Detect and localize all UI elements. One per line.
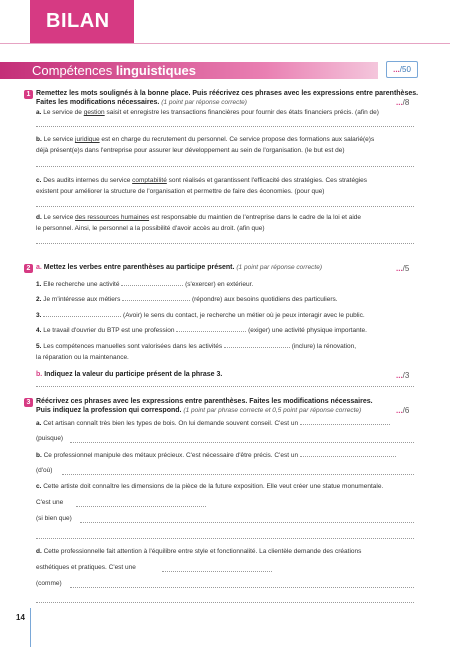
exercise-1-instruction-line2 (36, 99, 247, 106)
exercise-2-points-b-dots: ... (396, 371, 403, 380)
section-score-total: /50 (399, 65, 411, 74)
exercise-3-item-a-paren: (puisque) (36, 435, 64, 442)
exercise-3-points-dots: ... (396, 406, 403, 415)
exercise-2-label-a: a. (36, 264, 42, 271)
exercise-3-item-c: c. Cette artiste doit connaître les dimensions de la pièce de la future exposition. Elle veut créer une statue monumentale. (36, 483, 384, 490)
answer-line (36, 602, 414, 603)
blank-field[interactable] (300, 418, 390, 425)
exercise-3-item-b-paren: (d'où) (36, 467, 53, 474)
exercise-2-points-a-total: /5 (402, 264, 410, 273)
exercise-2-item-3: 3. (Avoir) le sens du contact, je recherche un métier où je peux interagir avec le public. (36, 312, 365, 319)
blank-field[interactable] (176, 325, 246, 332)
exercise-1-item-a: a. Le service de gestion saisit et enregistre les transactions financières pour fournir des états financiers précis. (afin de) (36, 109, 379, 116)
exercise-1-item-c: c. Des audits internes du service comptabilité sont réalisés et garantissent l'efficacité des stratégies. Ces stratégies existent pour améliorer la structure de l'organisation et permettre de faire des économies. (pour que) (36, 177, 368, 195)
blank-field[interactable] (224, 341, 290, 348)
exercise-1-instruction-line1: Remettez les mots soulignés à la bonne place. Puis réécrivez ces phrases avec les expressions entre parenthèses. (36, 90, 419, 97)
page-number: 14 (16, 613, 25, 622)
answer-line (36, 538, 414, 539)
section-title-bold: linguistiques (115, 63, 196, 78)
answer-line (36, 386, 414, 387)
exercise-1-points (396, 98, 409, 107)
exercise-2-label-b: b. (36, 371, 43, 378)
exercise-3-points-total: /6 (402, 406, 410, 415)
exercise-1-instruction-text: Faites les modifications nécessaires. (36, 99, 160, 106)
exercise-3-item-c-paren: (si bien que) (36, 515, 72, 522)
exercise-3-instruction-text: Puis indiquez la profession qui correspond. (36, 407, 182, 414)
exercise-3-item-a: a. Cet artisan connaît très bien les types de bois. On lui demande souvent conseil. C'est un (36, 418, 428, 430)
exercise-3-points (396, 406, 409, 415)
exercise-2-instruction-a (36, 264, 322, 271)
exercise-3-item-d-paren: (comme) (36, 580, 62, 587)
exercise-1-points-total: /8 (402, 98, 410, 107)
exercise-3-instruction-line1: Réécrivez ces phrases avec les expressions entre parenthèses. Faites les modifications nécessaires. (36, 398, 373, 405)
exercise-2-number: 2 (24, 264, 33, 273)
exercise-3-item-d-line2: esthétiques et pratiques. C'est une (36, 564, 136, 571)
section-score-box (386, 61, 418, 78)
footer-rule (30, 608, 31, 647)
exercise-3-item-d: d. Cette professionnelle fait attention à l'équilibre entre style et fonctionnalité. La clientèle demande des créations (36, 548, 362, 555)
section-title-pre: Compétences (32, 63, 116, 78)
exercise-2-item-2: 2. Je m'intéresse aux métiers (répondre) aux besoins quotidiens des particuliers. (36, 296, 338, 303)
exercise-3-number: 3 (24, 398, 33, 407)
exercise-2-note-a: (1 point par réponse correcte) (236, 264, 323, 271)
exercise-2-item-5: 5. Les compétences manuelles sont valorisées dans les activités (inclure) la rénovation, la réparation ou la maintenance. (36, 343, 357, 361)
exercise-1-note: (1 point par réponse correcte) (161, 99, 247, 106)
underlined-word: gestion (83, 109, 105, 116)
exercise-1-points-dots: ... (396, 98, 403, 107)
answer-line (36, 126, 414, 127)
blank-field[interactable] (43, 310, 121, 317)
exercise-2-instruction-b (36, 371, 222, 378)
exercise-2-points-a (396, 264, 409, 273)
exercise-3-item-b: b. Ce professionnel manipule des métaux précieux. C'est nécessaire d'être précis. C'est un (36, 450, 428, 462)
blank-field[interactable] (121, 279, 183, 286)
answer-line (36, 166, 414, 167)
exercise-2-item-4: 4. Le travail d'ouvrier du BTP est une profession (exiger) une activité physique importante. (36, 327, 367, 334)
answer-line (80, 522, 414, 523)
section-score-dots: ... (393, 65, 400, 74)
exercise-1-item-b: b. Le service juridique est en charge du recrutement du personnel. Ce service propose des formations aux salarié(e)s déjà présent(e)s dans l'entreprise pour assurer leur développement au sein de l'organisation. (le but est de) (36, 136, 375, 154)
answer-line (70, 442, 414, 443)
underlined-word: juridique (75, 136, 100, 143)
exercise-2-instruction-a-text: Mettez les verbes entre parenthèses au participe présent. (43, 264, 235, 271)
exercise-2-points-b-total: /3 (402, 371, 410, 380)
page-title: BILAN (46, 10, 110, 32)
exercise-1-item-d: d. Le service des ressources humaines est responsable du maintien de l'entreprise dans le cadre de la loi et aide le personnel. Ainsi, le personnel a la possibilité d'avoir accès au droit. (afin que) (36, 214, 362, 232)
exercise-1-number: 1 (24, 90, 33, 99)
exercise-2-item-1: 1. Elle recherche une activité (s'exercer) en extérieur. (36, 281, 254, 288)
answer-line (162, 571, 272, 572)
answer-line (62, 474, 414, 475)
section-title (32, 63, 196, 78)
blank-field[interactable] (122, 294, 190, 301)
exercise-2-instruction-b-text: Indiquez la valeur du participe présent de la phrase 3. (44, 371, 223, 378)
exercise-2-points-a-dots: ... (396, 264, 403, 273)
answer-line (36, 206, 414, 207)
exercise-3-note: (1 point par phrase correcte et 0,5 point par réponse correcte) (183, 407, 362, 414)
exercise-3-item-c-line2: C'est une (36, 499, 64, 506)
answer-line (76, 506, 206, 507)
answer-line (36, 243, 414, 244)
header-divider (0, 43, 450, 44)
exercise-2-points-b (396, 371, 409, 380)
answer-line (70, 587, 414, 588)
blank-field[interactable] (300, 450, 396, 457)
underlined-word: comptabilité (132, 177, 167, 184)
underlined-word: des ressources humaines (75, 214, 150, 221)
exercise-3-instruction-line2 (36, 407, 361, 414)
